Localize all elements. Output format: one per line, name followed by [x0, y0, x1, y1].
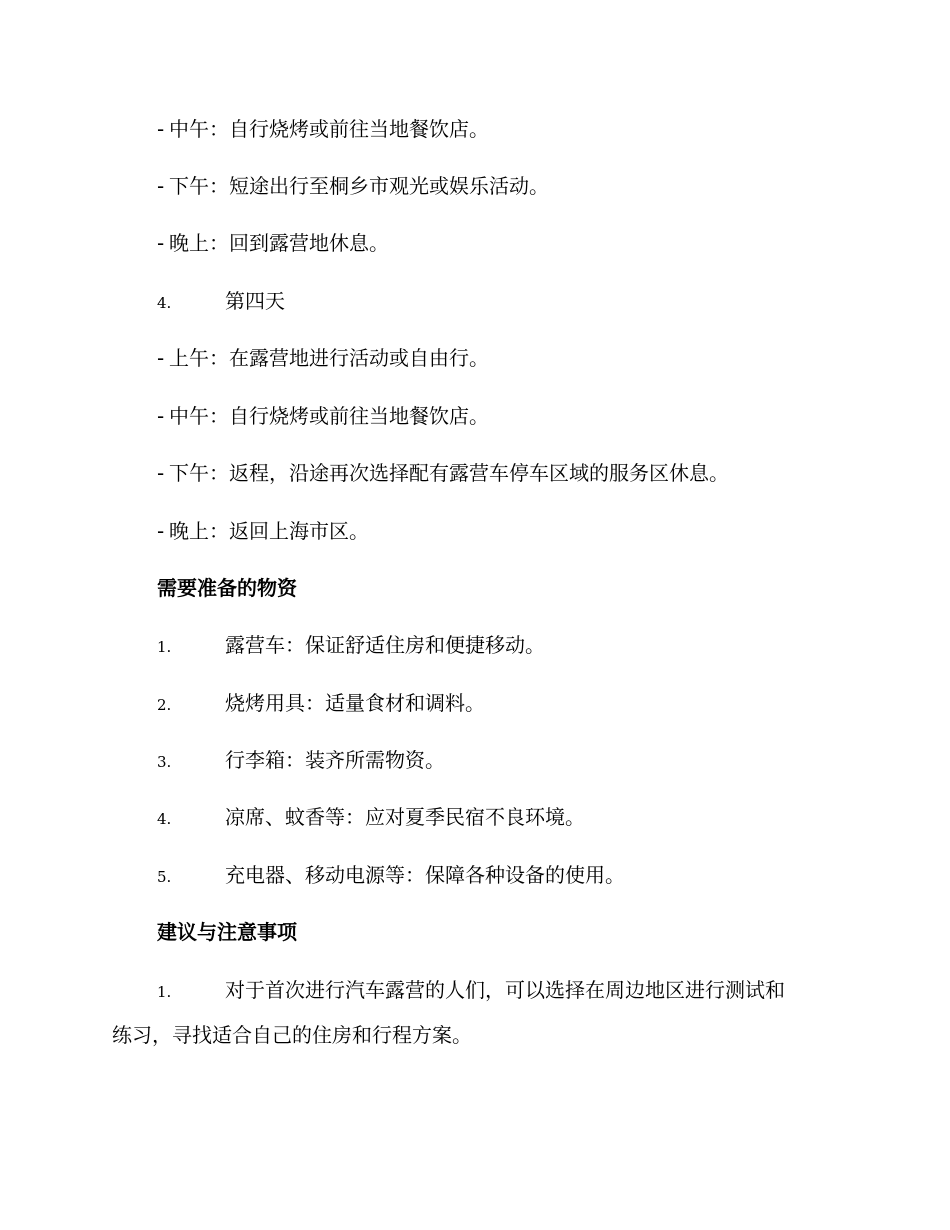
list-number: 4.	[157, 810, 172, 828]
dash-bullet: -	[157, 404, 165, 428]
day4-afternoon-line	[157, 461, 729, 485]
day3-afternoon-text: 下午：短途出行至桐乡市观光或娱乐活动。	[169, 174, 549, 198]
day4-noon-text: 中午：自行烧烤或前往当地餐饮店。	[169, 404, 489, 428]
supplies-heading: 需要准备的物资	[157, 576, 297, 600]
day3-afternoon-line	[157, 174, 549, 198]
list-item-text: 充电器、移动电源等：保障各种设备的使用。	[225, 863, 625, 887]
dash-bullet: -	[157, 346, 165, 370]
dash-bullet: -	[157, 174, 165, 198]
list-number: 3.	[157, 753, 172, 771]
day3-evening-line	[157, 231, 389, 255]
day4-morning-text: 上午：在露营地进行活动或自由行。	[169, 346, 489, 370]
list-item-text: 凉席、蚊香等：应对夏季民宿不良环境。	[225, 805, 585, 829]
list-item-text: 行李箱：装齐所需物资。	[225, 748, 445, 772]
list-number: 1.	[157, 983, 172, 1001]
day4-title: 第四天	[225, 289, 285, 313]
day4-noon-line	[157, 404, 489, 428]
list-number: 1.	[157, 638, 172, 656]
day4-afternoon-text: 下午：返程，沿途再次选择配有露营车停车区域的服务区休息。	[169, 461, 729, 485]
day3-noon-text: 中午：自行烧烤或前往当地餐饮店。	[169, 117, 489, 141]
list-item-text: 烧烤用具：适量食材和调料。	[225, 691, 485, 715]
advice-heading: 建议与注意事项	[157, 920, 297, 944]
list-item-continuation: 练习，寻找适合自己的住房和行程方案。	[112, 1023, 472, 1047]
list-number: 4.	[157, 294, 172, 312]
day4-morning-line	[157, 346, 489, 370]
dash-bullet: -	[157, 461, 165, 485]
list-item-text: 对于首次进行汽车露营的人们，可以选择在周边地区进行测试和	[225, 978, 785, 1002]
dash-bullet: -	[157, 117, 165, 141]
dash-bullet: -	[157, 519, 165, 543]
list-number: 5.	[157, 868, 172, 886]
day3-noon-line	[157, 117, 489, 141]
day4-evening-line	[157, 519, 369, 543]
dash-bullet: -	[157, 231, 165, 255]
day3-evening-text: 晚上：回到露营地休息。	[169, 231, 389, 255]
list-number: 2.	[157, 696, 172, 714]
list-item-text: 露营车：保证舒适住房和便捷移动。	[225, 633, 545, 657]
day4-evening-text: 晚上：返回上海市区。	[169, 519, 369, 543]
